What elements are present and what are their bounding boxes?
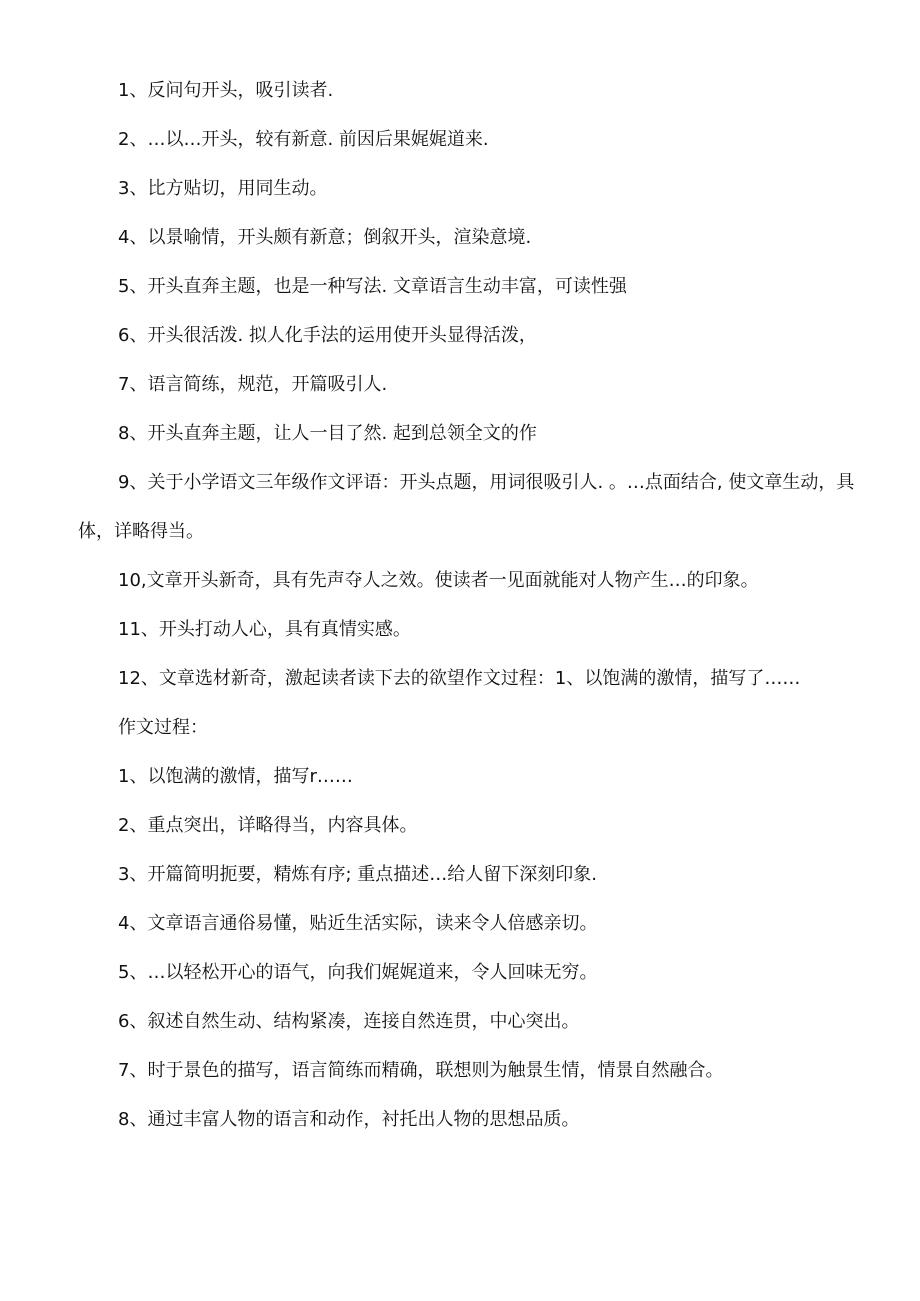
paragraph-6: 6、开头很活泼. 拟人化手法的运用使开头显得活泼，	[118, 325, 537, 346]
process-item-5: 5、…以轻松开心的语气，向我们娓娓道来，令人回味无穷。	[118, 962, 598, 983]
paragraph-12: 12、文章选材新奇，激起读者读下去的欲望作文过程：1、以饱满的激情，描写了……	[118, 668, 801, 689]
paragraph-3: 3、比方贴切，用同生动。	[118, 178, 328, 199]
paragraph-2: 2、…以…开头，较有新意. 前因后果娓娓道来.	[118, 129, 489, 150]
paragraph-11: 11、开头打动人心，具有真情实感。	[118, 619, 411, 640]
process-item-1: 1、以饱满的激情，描写r……	[118, 766, 353, 787]
paragraph-8: 8、开头直奔主题，让人一目了然. 起到总领全文的作	[118, 423, 537, 444]
paragraph-10: 10,文章开头新奇，具有先声夺人之效。使读者一见面就能对人物产生…的印象。	[118, 570, 759, 591]
process-item-4: 4、文章语言通俗易懂，贴近生活实际，读来令人倍感亲切。	[118, 913, 598, 934]
paragraph-1: 1、反问句开头，吸引读者.	[118, 80, 334, 101]
section-heading-writing-process: 作文过程：	[118, 717, 208, 738]
document-body	[78, 66, 856, 1144]
paragraph-4: 4、以景喻情，开头颇有新意；倒叙开头，渲染意境.	[118, 227, 532, 248]
process-item-8: 8、通过丰富人物的语言和动作，衬托出人物的思想品质。	[118, 1109, 580, 1130]
process-item-7: 7、时于景色的描写，语言简练而精确，联想则为触景生情，情景自然融合。	[118, 1060, 724, 1081]
paragraph-5: 5、开头直奔主题，也是一种写法. 文章语言生动丰富，可读性强	[118, 276, 627, 297]
process-item-6: 6、叙述自然生动、结构紧凑，连接自然连贯，中心突出。	[118, 1011, 580, 1032]
process-item-3: 3、开篇简明扼要，精炼有序; 重点描述…给人留下深刻印象.	[118, 864, 597, 885]
paragraph-9: 9、关于小学语文三年级作文评语：开头点题，用词很吸引人. 。…点面结合, 使文章生动，具体，详略得当。	[78, 472, 855, 542]
paragraph-7: 7、语言简练，规范，开篇吸引人.	[118, 374, 388, 395]
process-item-2: 2、重点突出，详略得当，内容具体。	[118, 815, 418, 836]
